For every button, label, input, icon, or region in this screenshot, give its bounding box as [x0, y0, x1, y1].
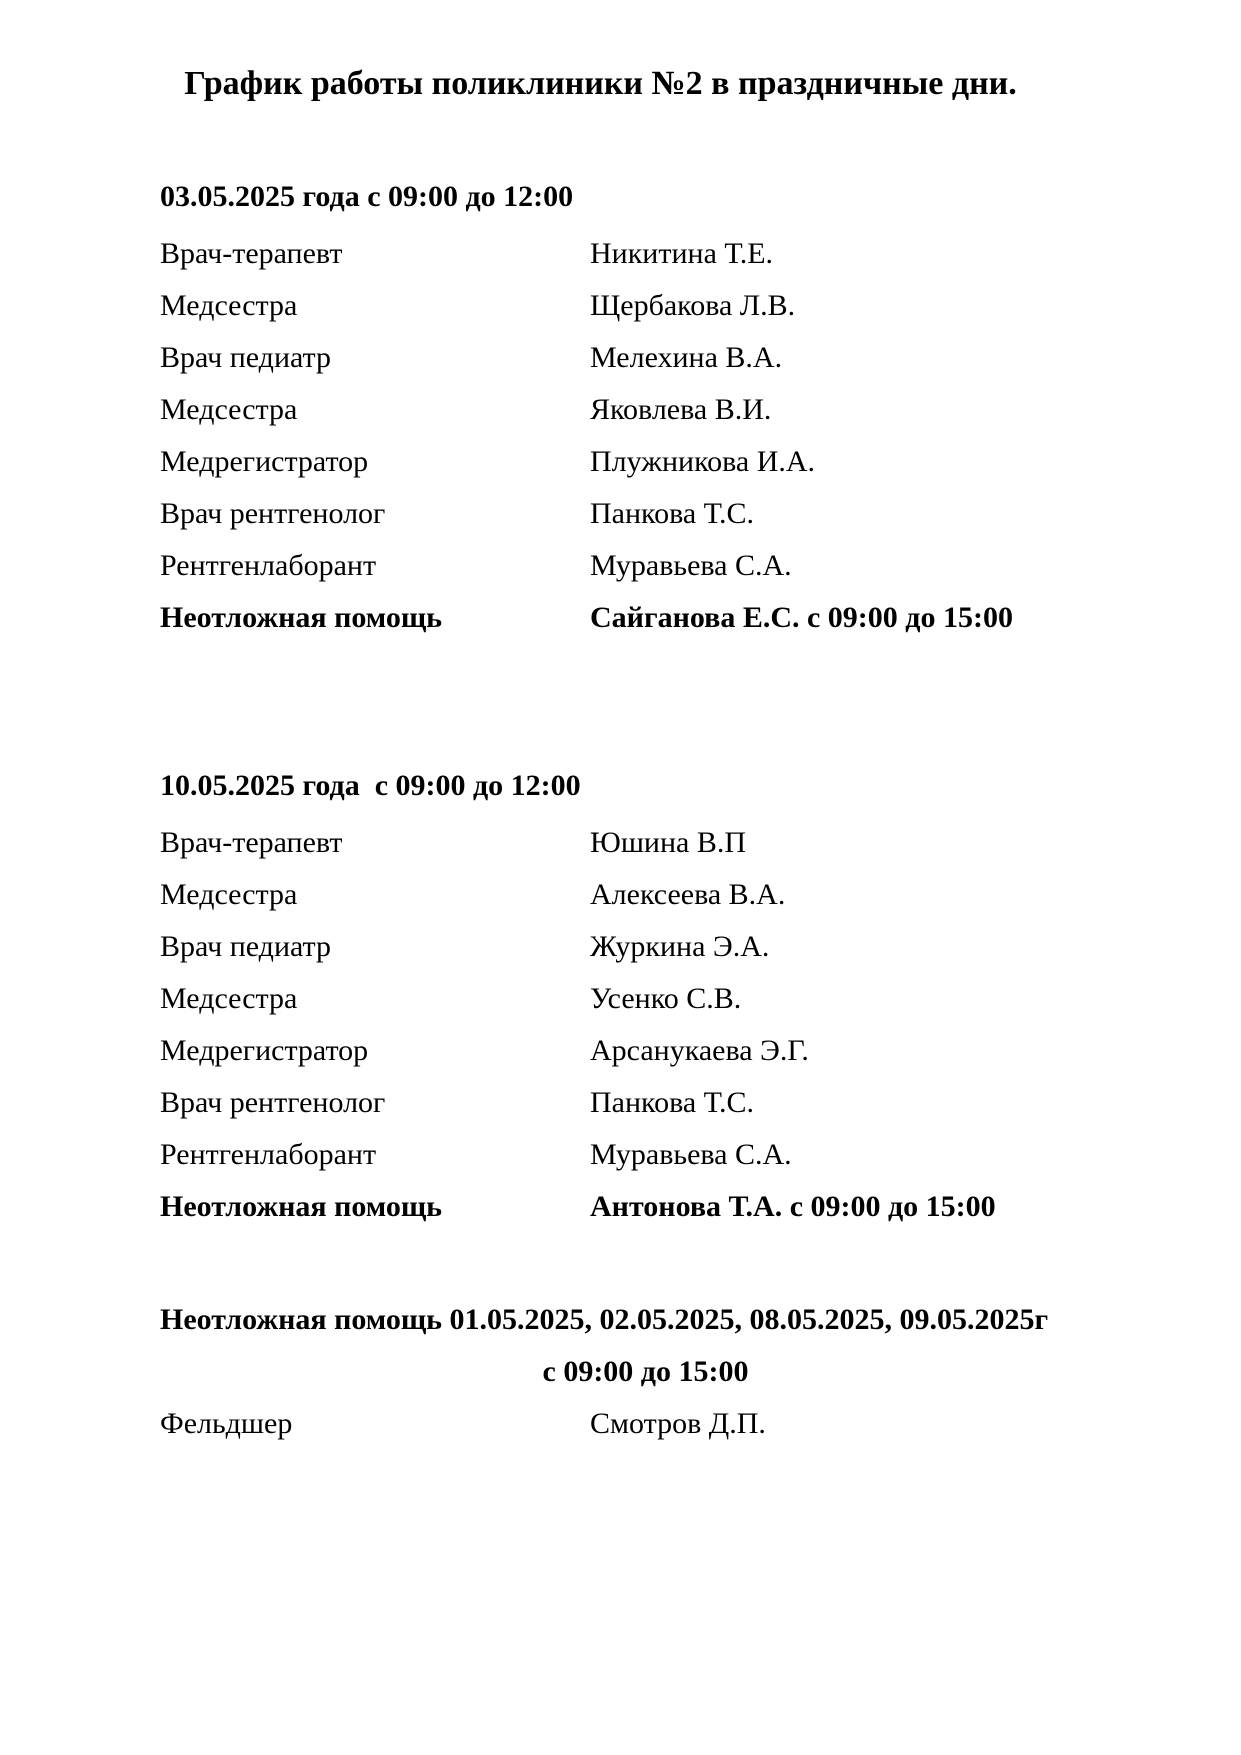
schedule-row: [160, 1086, 1131, 1138]
schedule-row: [160, 549, 1131, 601]
section-date-heading: 03.05.2025 года с 09:00 до 12:00: [160, 180, 574, 213]
staff-name: Журкина Э.А.: [590, 930, 770, 963]
role-label: Врач рентгенолог: [160, 1086, 386, 1119]
staff-name: Никитина Т.Е.: [590, 237, 774, 270]
role-label: Врач-терапевт: [160, 826, 343, 859]
role-label: Врач педиатр: [160, 341, 332, 374]
role-label: Неотложная помощь: [160, 601, 443, 634]
staff-name: Щербакова Л.В.: [590, 289, 796, 322]
schedule-row-emergency: [160, 1190, 1131, 1242]
emergency-hours-line: с 09:00 до 15:00: [542, 1355, 749, 1388]
role-label: Рентгенлаборант: [160, 549, 377, 582]
role-label: Медсестра: [160, 982, 298, 1015]
staff-name: Яковлева В.И.: [590, 393, 772, 426]
schedule-row: [160, 982, 1131, 1034]
schedule-section-may-10: [160, 769, 1131, 1242]
schedule-row: [160, 289, 1131, 341]
role-label: Медсестра: [160, 393, 298, 426]
section-date-heading: 10.05.2025 года с 09:00 до 12:00: [160, 769, 581, 802]
schedule-section-may-03: [160, 180, 1131, 653]
page-title: График работы поликлиники №2 в праздничные дни.: [184, 65, 1017, 102]
schedule-row: [160, 1407, 1131, 1459]
staff-name: Алексеева В.А.: [590, 878, 786, 911]
schedule-row: [160, 826, 1131, 878]
staff-name: Усенко С.В.: [590, 982, 742, 1015]
staff-name: Панкова Т.С.: [590, 1086, 755, 1119]
role-label: Врач-терапевт: [160, 237, 343, 270]
schedule-row: [160, 930, 1131, 982]
staff-name: Смотров Д.П.: [590, 1407, 766, 1440]
role-label: Рентгенлаборант: [160, 1138, 377, 1171]
staff-name: Муравьева С.А.: [590, 549, 792, 582]
staff-name: Плужникова И.А.: [590, 445, 816, 478]
staff-name: Мелехина В.А.: [590, 341, 783, 374]
schedule-row: [160, 1034, 1131, 1086]
schedule-row: [160, 445, 1131, 497]
role-label: Медрегистратор: [160, 1034, 369, 1067]
staff-name: Панкова Т.С.: [590, 497, 755, 530]
schedule-row-emergency: [160, 601, 1131, 653]
staff-name: Муравьева С.А.: [590, 1138, 792, 1171]
role-label: Медсестра: [160, 289, 298, 322]
schedule-row: [160, 393, 1131, 445]
role-label: Врач рентгенолог: [160, 497, 386, 530]
schedule-row: [160, 237, 1131, 289]
role-label: Медсестра: [160, 878, 298, 911]
emergency-days-section: [160, 1303, 1131, 1459]
role-label: Медрегистратор: [160, 445, 369, 478]
role-label: Врач педиатр: [160, 930, 332, 963]
schedule-row: [160, 341, 1131, 393]
schedule-row: [160, 497, 1131, 549]
role-label: Неотложная помощь: [160, 1190, 443, 1223]
staff-name: Сайганова Е.С. с 09:00 до 15:00: [590, 601, 1013, 634]
staff-name: Арсанукаева Э.Г.: [590, 1034, 809, 1067]
staff-name: Антонова Т.А. с 09:00 до 15:00: [590, 1190, 996, 1223]
role-label: Фельдшер: [160, 1407, 293, 1440]
schedule-row: [160, 878, 1131, 930]
emergency-days-heading: Неотложная помощь 01.05.2025, 02.05.2025, 08.05.2025, 09.05.2025г: [160, 1303, 1049, 1336]
schedule-row: [160, 1138, 1131, 1190]
staff-name: Юшина В.П: [590, 826, 747, 859]
